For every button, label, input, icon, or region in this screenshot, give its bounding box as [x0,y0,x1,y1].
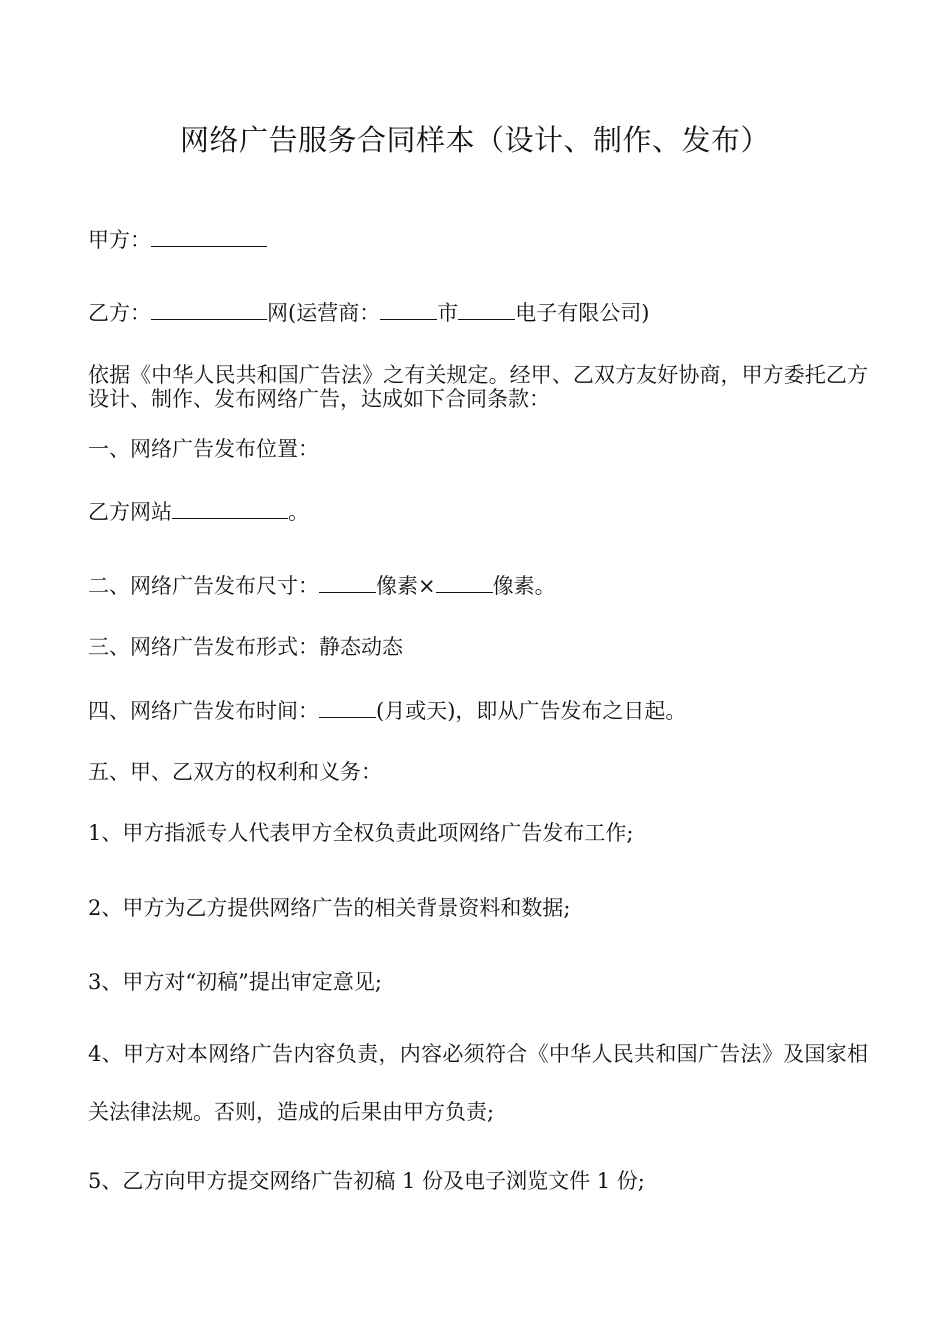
section-1-heading: 一、网络广告发布位置： [88,437,319,461]
party-a-blank [151,226,267,247]
section-3-line: 三、网络广告发布形式：静态动态 [88,635,403,659]
height-blank [436,572,493,593]
section-1-site-line [88,498,868,524]
intro-paragraph: 依据《中华人民共和国广告法》之有关规定。经甲、乙双方友好协商，甲方委托乙方设计、制作、发布网络广告，达成如下合同条款： [88,363,868,411]
party-a-label: 甲方： [88,228,151,252]
party-b-text-3: 电子有限公司) [515,301,650,325]
section-4-line [88,697,868,723]
width-blank [319,572,376,593]
party-b-name-blank [151,299,267,320]
size-suffix: 像素。 [492,574,556,598]
party-b-text-2: 市 [437,301,459,325]
party-a-line [88,226,868,252]
size-prefix: 二、网络广告发布尺寸： [88,574,319,598]
site-suffix: 。 [288,500,309,524]
size-mid: 像素× [376,574,436,598]
section-5-heading: 五、甲、乙双方的权利和义务： [88,760,382,784]
party-b-company-blank [458,299,515,320]
party-b-city-blank [380,299,437,320]
obligation-item-2: 2、甲方为乙方提供网络广告的相关背景资料和数据; [88,896,571,920]
site-blank [172,498,288,519]
obligation-item-3: 3、甲方对“初稿”提出审定意见; [88,970,382,994]
section-2-line [88,572,868,598]
time-suffix: (月或天)，即从广告发布之日起。 [376,699,687,723]
time-blank [319,697,376,718]
obligation-item-4: 4、甲方对本网络广告内容负责，内容必须符合《中华人民共和国广告法》及国家相关法律法规。否则，造成的后果由甲方负责; [88,1042,868,1124]
site-prefix: 乙方网站 [88,500,172,524]
obligation-item-5: 5、乙方向甲方提交网络广告初稿 1 份及电子浏览文件 1 份; [88,1169,645,1193]
party-b-text-1: 网(运营商： [267,301,381,325]
obligation-item-1: 1、甲方指派专人代表甲方全权负责此项网络广告发布工作; [88,821,634,845]
party-b-label: 乙方： [88,301,151,325]
document-title: 网络广告服务合同样本（设计、制作、发布） [179,123,770,157]
party-b-line [88,299,868,325]
time-prefix: 四、网络广告发布时间： [88,699,319,723]
